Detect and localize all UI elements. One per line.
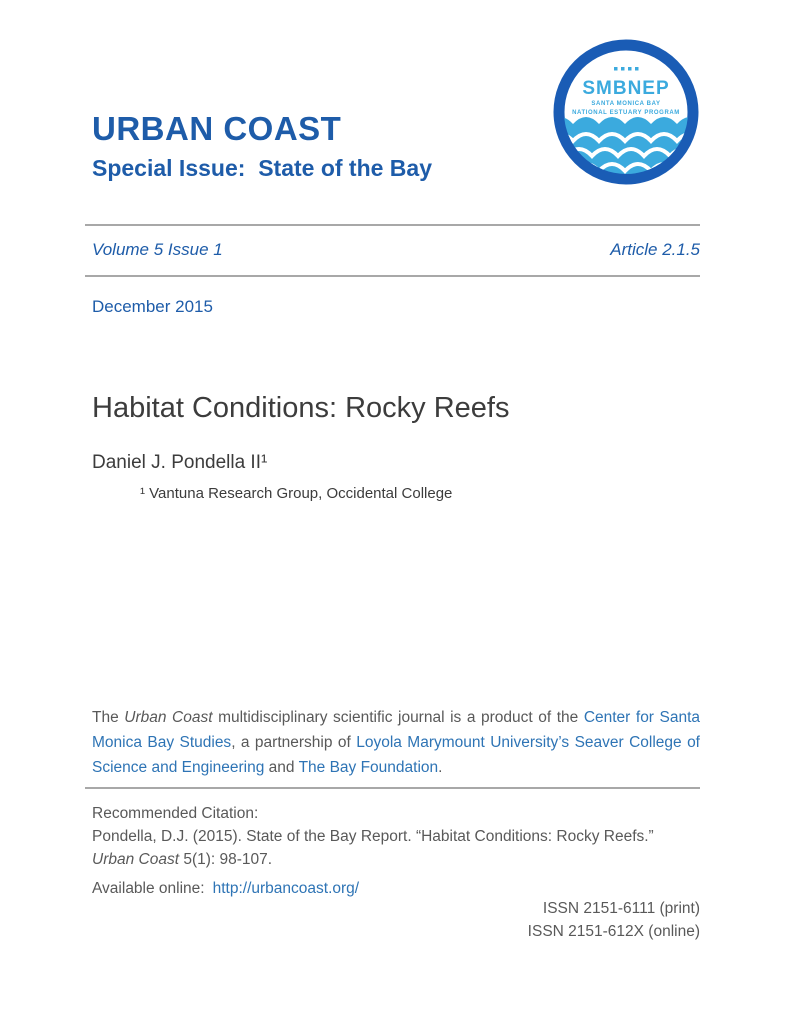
- divider-meta: [85, 275, 700, 277]
- available-online-label: Available online:: [92, 880, 205, 898]
- bay-foundation-link[interactable]: The Bay Foundation: [298, 759, 439, 777]
- description-text: , a partnership of: [231, 734, 357, 752]
- logo-line2: NATIONAL ESTUARY PROGRAM: [572, 110, 680, 116]
- citation-journal-italic: Urban Coast: [92, 851, 180, 869]
- issn-block: [92, 898, 700, 943]
- description-text: multidisciplinary scientific journal is a product of the: [212, 709, 584, 727]
- description-text: .: [438, 759, 443, 777]
- author-affiliation: ¹ Vantuna Research Group, Occidental College: [140, 485, 453, 503]
- description-text: The: [92, 709, 125, 727]
- author-name: Daniel J. Pondella II¹: [92, 452, 268, 474]
- article-number: Article 2.1.5: [610, 240, 700, 259]
- logo-acronym: SMBNEP: [582, 78, 670, 99]
- journal-description: [92, 705, 700, 780]
- citation-block: [92, 802, 700, 871]
- loyola-marymount-link[interactable]: Loyola Marymount University’s Seaver College of Science and Engineering: [92, 734, 700, 777]
- urbancoast-url-link[interactable]: http://urbancoast.org/: [212, 880, 360, 898]
- citation-heading: Recommended Citation:: [92, 805, 259, 823]
- divider-citation: [85, 787, 700, 789]
- available-online-row: [92, 880, 700, 898]
- issn-print: ISSN 2151-6111 (print): [542, 900, 700, 918]
- citation-segment: Pondella, D.J. (2015). State of the Bay Report. “Habitat Conditions: Rocky Reefs.”: [92, 828, 654, 846]
- center-santa-monica-bay-studies-link[interactable]: Center for Santa Monica Bay Studies: [92, 709, 701, 752]
- smbnep-logo: [552, 38, 700, 186]
- volume-issue: Volume 5 Issue 1: [92, 240, 223, 259]
- description-text: and: [264, 759, 299, 777]
- journal-subtitle: Special Issue: State of the Bay: [92, 154, 433, 181]
- journal-name-italic: Urban Coast: [124, 709, 213, 727]
- issn-online: ISSN 2151-612X (online): [527, 922, 700, 940]
- citation-segment: 5(1): 98-107.: [179, 851, 273, 869]
- citation-text: [92, 825, 700, 871]
- journal-title: URBAN COAST: [92, 110, 342, 147]
- issue-date: December 2015: [92, 297, 213, 316]
- article-title: Habitat Conditions: Rocky Reefs: [92, 392, 510, 424]
- smbnep-logo-graphic: [552, 38, 700, 186]
- header: [92, 0, 700, 186]
- logo-line1: SANTA MONICA BAY: [591, 101, 661, 107]
- issue-meta-row: [92, 226, 700, 275]
- masthead: [92, 38, 432, 182]
